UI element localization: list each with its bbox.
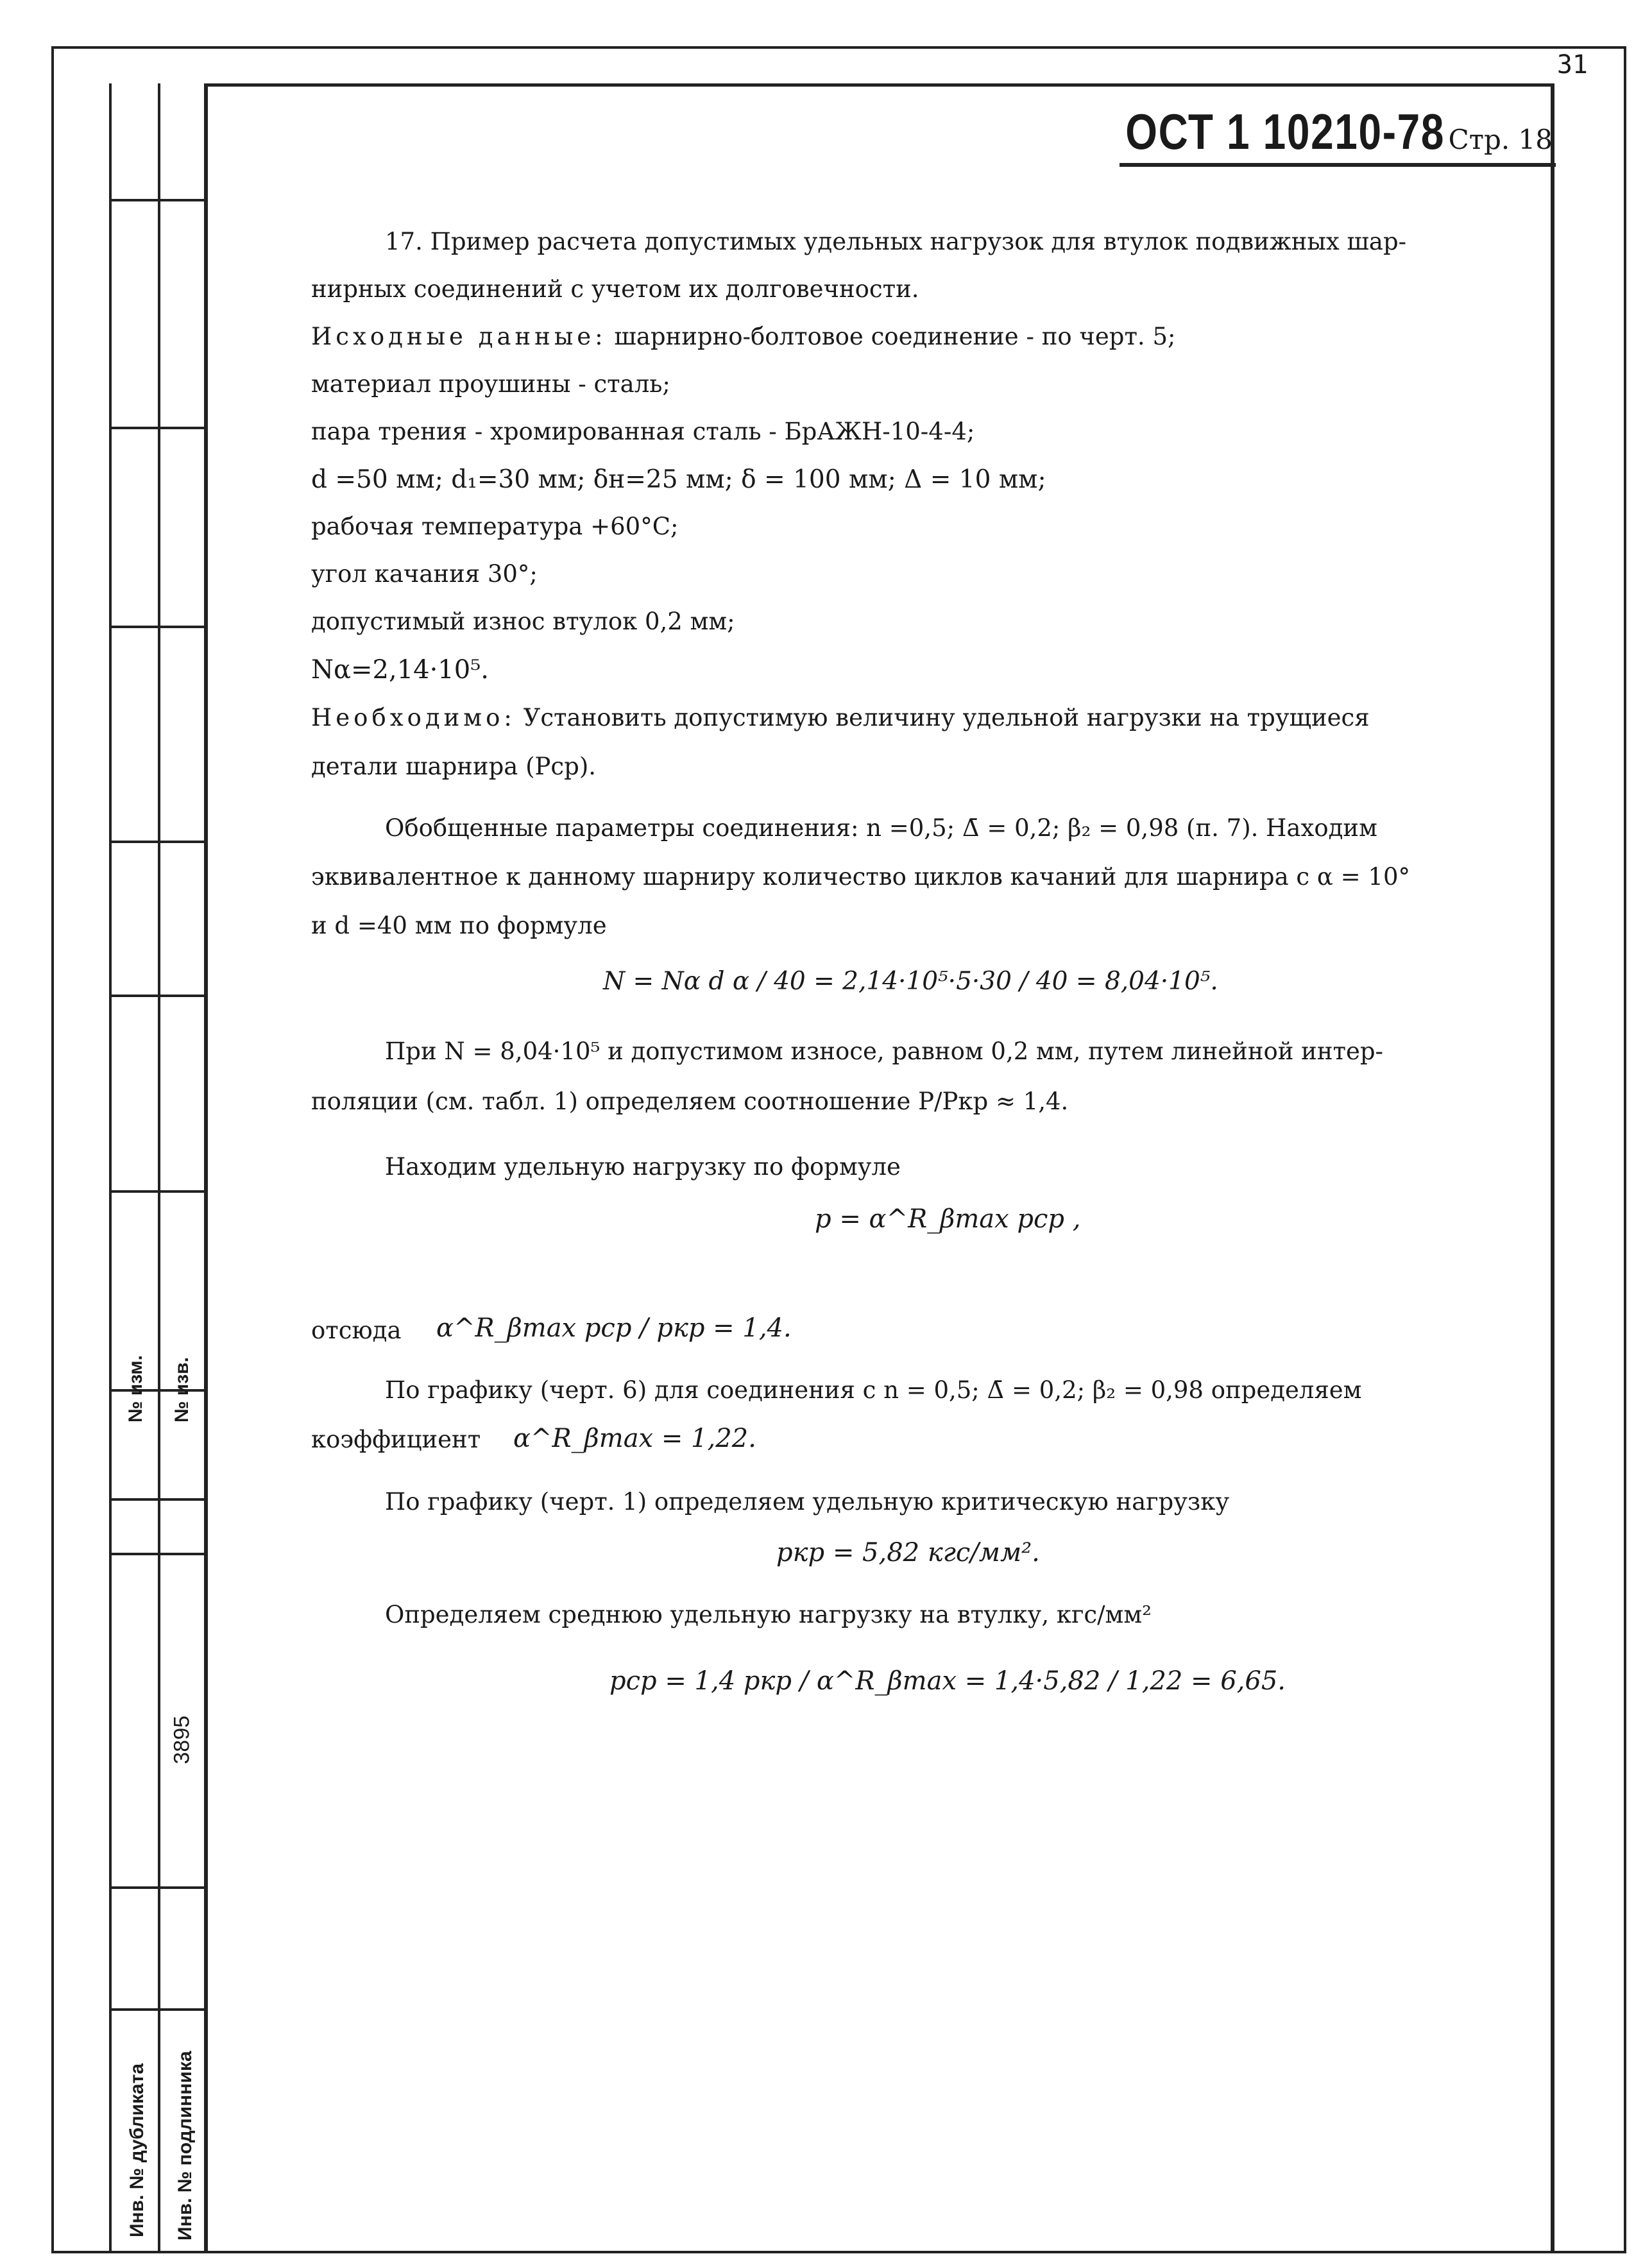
swing-angle-line: угол качания 30°;	[311, 560, 538, 588]
otsyuda-label: отсюда	[311, 1317, 402, 1344]
sidebar-label-dublikat: Инв. № дубликата	[126, 2063, 148, 2237]
page-number: 31	[1556, 50, 1588, 80]
graph6-line1: По графику (черт. 6) для соединения с n = 0,5; Δ̄ = 0,2; β₂ = 0,98 определяем	[385, 1376, 1362, 1404]
para-17-line1: 17. Пример расчета допустимых удельных нагрузок для втулок подвижных шар-	[385, 228, 1407, 255]
formula-n: N = Nα d α / 40 = 2,14·10⁵·5·30 / 40 = 8,04·10⁵.	[603, 967, 1218, 996]
para-17-line2: нирных соединений с учетом их долговечности.	[311, 275, 919, 303]
graph1-line: По графику (черт. 1) определяем удельную критическую нагрузку	[385, 1488, 1230, 1516]
initial-data-text: шарнирно-болтовое соединение - по черт. 5;	[606, 323, 1176, 350]
initial-data-label: Исходные данные:	[311, 323, 607, 350]
sidebar-label-number: 3895	[169, 1715, 194, 1764]
required-line2: детали шарнира (Pср).	[311, 753, 597, 780]
generalized-params-line2: эквивалентное к данному шарниру количество циклов качаний для шарнира с α = 10°	[311, 863, 1410, 891]
sidebar-stamp	[109, 83, 208, 2253]
generalized-params-line3: и d =40 мм по формуле	[311, 912, 607, 939]
sidebar-label-podlinnik: Инв. № подлинника	[175, 2051, 196, 2241]
sidebar-label-izv: № изв.	[171, 1357, 192, 1422]
formula-p: p = α^R_βmax pср ,	[815, 1204, 1081, 1234]
find-load-line: Находим удельную нагрузку по формуле	[385, 1153, 901, 1181]
formula-coef: α^R_βmax = 1,22.	[513, 1424, 756, 1453]
sidebar-label-izm: № изм.	[125, 1355, 146, 1422]
at-n-line1: При N = 8,04·10⁵ и допустимом износе, равном 0,2 мм, путем линейной интер-	[385, 1038, 1384, 1065]
title-underline	[1120, 163, 1556, 167]
graph6-line2: коэффициент	[311, 1426, 481, 1453]
at-n-line2: поляции (см. табл. 1) определяем соотношение P/Pкр ≈ 1,4.	[311, 1088, 1069, 1115]
friction-pair-line: пара трения - хромированная сталь - БрАЖН-10-4-4;	[311, 418, 975, 445]
required-label: Необходимо:	[311, 704, 516, 731]
title-block	[1055, 103, 1553, 161]
page-label: Стр. 18	[1448, 124, 1553, 155]
temperature-line: рабочая температура +60°C;	[311, 513, 679, 540]
wear-line: допустимый износ втулок 0,2 мм;	[311, 608, 735, 635]
doc-code: ОСТ 1 10210-78	[1125, 103, 1445, 160]
formula-pkr: pкр = 5,82 кгс/мм².	[776, 1538, 1040, 1567]
generalized-params-line1: Обобщенные параметры соединения: n =0,5; Δ̄ = 0,2; β₂ = 0,98 (п. 7). Находим	[385, 814, 1377, 842]
n-alpha-line: Nα=2,14·10⁵.	[311, 655, 489, 685]
mean-load-line: Определяем среднюю удельную нагрузку на втулку, кгс/мм²	[385, 1601, 1152, 1628]
required-line	[311, 706, 1370, 730]
material-line: материал проушины - сталь;	[311, 370, 670, 398]
formula-ratio: α^R_βmax pср / pкр = 1,4.	[436, 1313, 792, 1343]
required-text: Установить допустимую величину удельной нагрузки на трущиеся	[515, 704, 1370, 731]
dimensions-line: d =50 мм; d₁=30 мм; δн=25 мм; δ = 100 мм; Δ = 10 мм;	[311, 465, 1046, 494]
formula-pcp: pср = 1,4 pкр / α^R_βmax = 1,4·5,82 / 1,22 = 6,65.	[609, 1666, 1286, 1696]
initial-data-line	[311, 325, 1175, 348]
